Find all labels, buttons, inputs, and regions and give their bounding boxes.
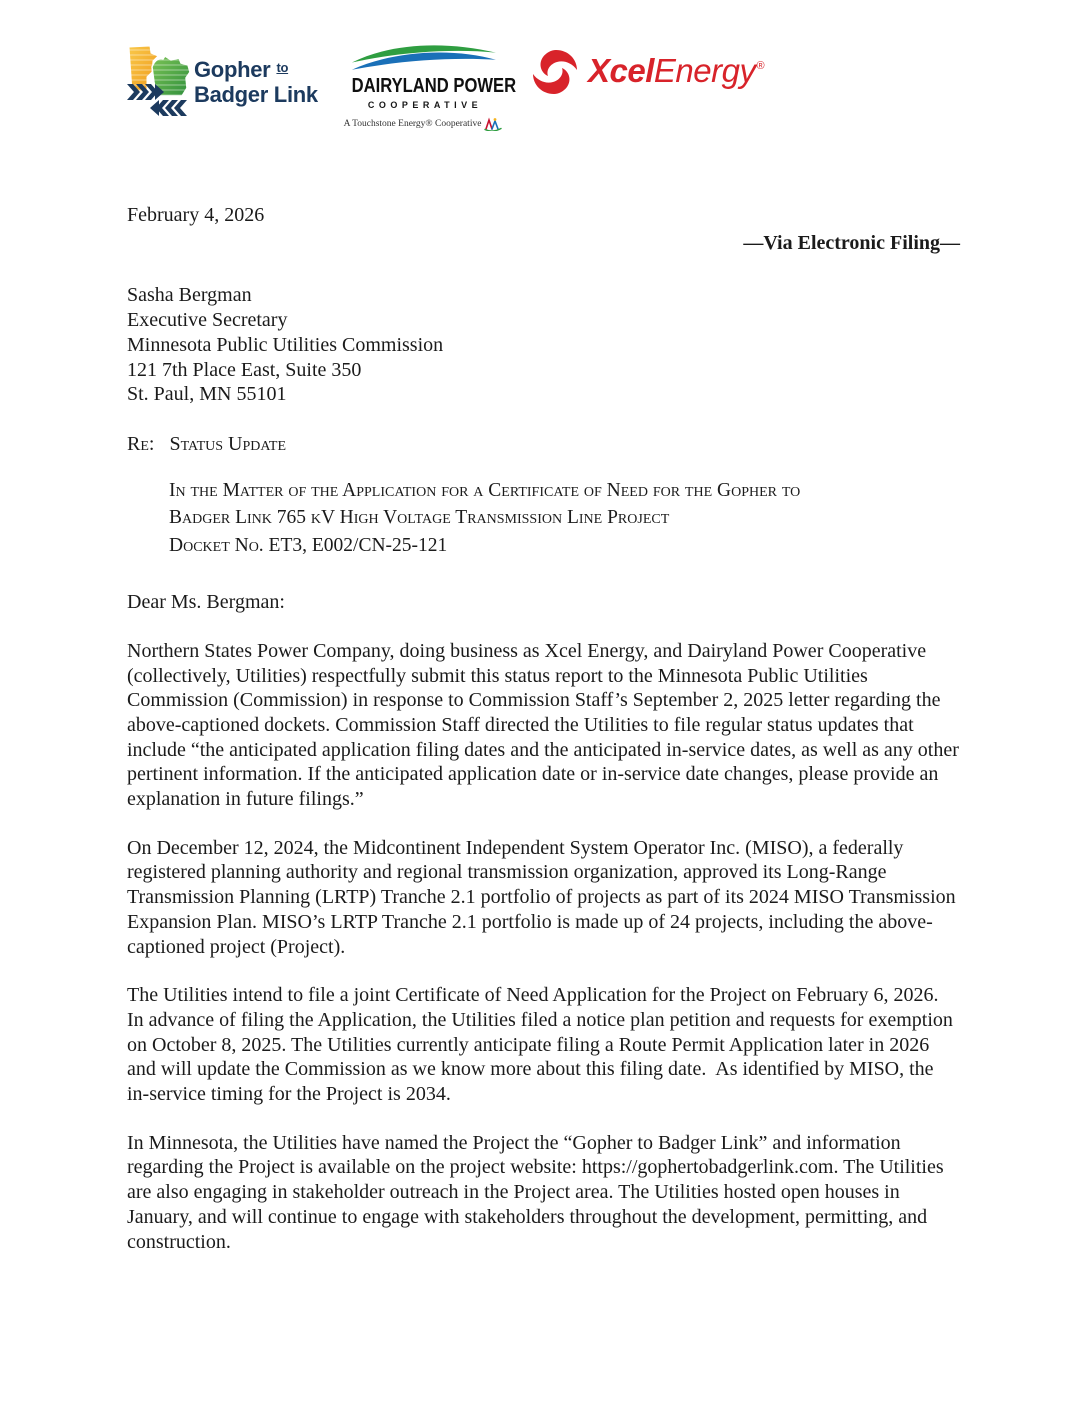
gopher-to-badger-link-logo [127,44,323,116]
xcel-energy-logo [531,47,764,95]
matter-caption-block [169,477,960,560]
gopher-word: Gopher [194,57,271,82]
letterhead [127,44,764,131]
matter-line: In the Matter of the Application for a Certificate of Need for the Gopher to [169,479,801,501]
letter-date: February 4, 2026 [127,204,265,226]
via-electronic-filing-note: —Via Electronic Filing— [743,231,960,254]
salutation: Dear Ms. Bergman: [127,591,285,614]
xcel-energy-wordmark [588,52,764,90]
re-line [127,432,960,457]
recipient-org: Minnesota Public Utilities Commission [127,333,444,356]
xcel-word: Xcel [588,52,654,89]
re-label: Re: [127,432,155,455]
xcel-swirl-icon [531,47,579,95]
dairyland-waves-icon [343,40,503,76]
paragraph-4: In Minnesota, the Utilities have named the Project the “Gopher to Badger Link” and information regarding the Project is available on the project website: https://gophertobadgerlink.com. The Utilities are also engaging in stakeholder outreach in the Project area. The Utilities hosted open houses in January, and will continue to engage with stakeholders throughout the development, permitting, and construction. [127,1131,949,1253]
docket-number-line: Docket No. ET3, E002/CN-25-121 [169,534,448,556]
gopher-to-word: to [276,60,289,75]
recipient-street: 121 7th Place East, Suite 350 [127,358,362,381]
touchstone-tagline: A Touchstone Energy® Cooperative [337,117,509,131]
dairyland-power-logo [337,40,517,131]
badger-link-word: Badger Link [194,82,318,107]
recipient-title: Executive Secretary [127,309,288,332]
dairyland-power-name: DAIRYLAND POWER [351,75,517,97]
minnesota-wisconsin-states-icon [127,44,191,116]
paragraph-1: Northern States Power Company, doing business as Xcel Energy, and Dairyland Power Cooperative (collectively, Utilities) respectfully submit this status report to the Minnesota Public Utilities Commission (Commission) in response to Commission Staff’s September 2, 2025 letter regarding the above-captioned dockets. Commission Staff directed the Utilities to file regular status updates that include “the anticipated application filing dates and the anticipated in-service dates, as well as any other pertinent information. If the anticipated application date or in-service date changes, please provide an explanation in future filings.” [127,639,964,811]
recipient-city: St. Paul, MN 55101 [127,383,287,406]
dairyland-cooperative-label: COOPERATIVE [367,100,483,110]
chevrons-left-icon [150,100,187,116]
registered-mark: ® [756,60,765,72]
touchstone-energy-icon [484,117,502,131]
recipient-name: Sasha Bergman [127,284,252,307]
letter-body [127,203,964,1254]
gopher-logo-wordmark [194,59,318,106]
re-subject: Status Update [169,432,287,455]
energy-word: Energy [653,52,756,89]
recipient-address-block [127,283,960,407]
matter-line: Badger Link 765 kV High Voltage Transmission Line Project [169,507,670,529]
paragraph-2: On December 12, 2024, the Midcontinent Independent System Operator Inc. (MISO), a federally registered planning authority and regional transmission organization, approved its Long-Range Transmission Planning (LRTP) Tranche 2.1 portfolio of projects as part of its 2024 MISO Transmission Expansion Plan. MISO’s LRTP Tranche 2.1 portfolio is made up of 24 projects, including the above-captioned project (Project). [127,836,961,958]
paragraph-3: The Utilities intend to file a joint Certificate of Need Application for the Project on February 6, 2026. In advance of filing the Application, the Utilities filed a notice plan petition and requests for exemption on October 8, 2025. The Utilities currently anticipate filing a Route Permit Application later in 2026 and will update the Commission as we know more about this filing date. As identified by MISO, the in-service timing for the Project is 2034. [127,984,958,1106]
